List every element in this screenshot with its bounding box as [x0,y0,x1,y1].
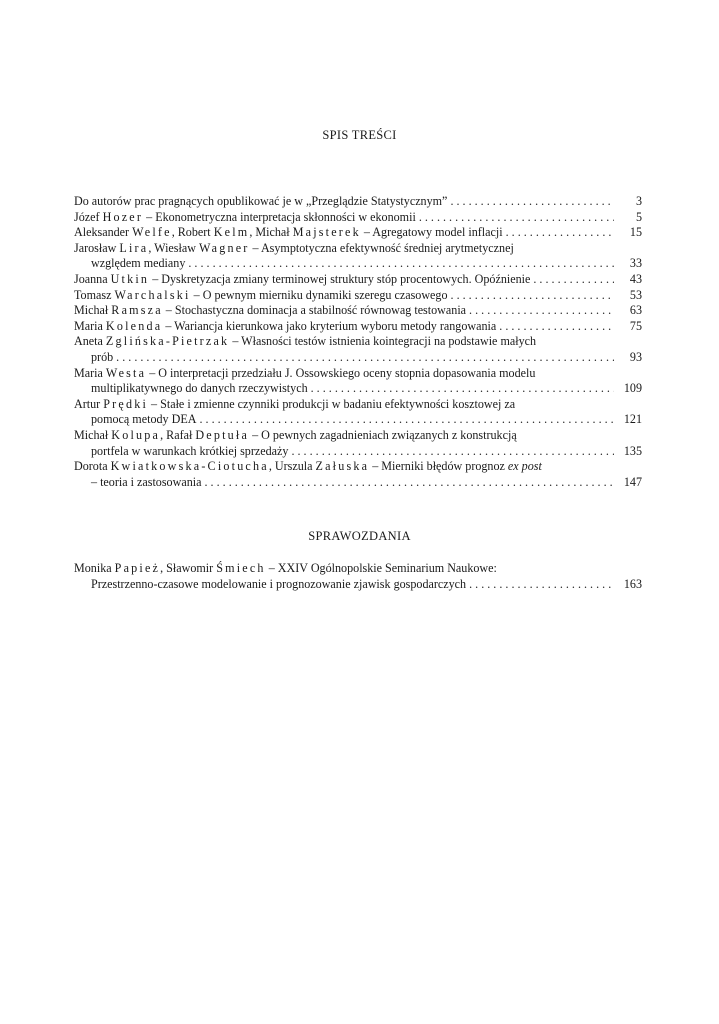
entry-title-continued: Przestrzenno-czasowe modelowanie i prognozowanie zjawisk gospodarczych [91,576,467,591]
reports-heading: SPRAWOZDANIA [308,529,411,543]
entry-title: – Stochastyczna dominacja a stabilność równowag testowania [162,303,467,318]
dot-leader [447,194,614,210]
entry-title: – XXIV Ogólnopolskie Seminarium Naukowe: [265,561,497,575]
page-number: 5 [635,209,642,224]
report-entry[interactable] [74,561,642,592]
author-surname: Śmiech [216,561,266,575]
toc-entry[interactable] [74,194,642,210]
toc-entry[interactable] [74,210,642,226]
entry-title: – Własności testów istnienia kointegracji na podstawie małych [229,334,537,349]
author-surname: Kolenda [105,318,163,333]
author-first-name: Monika [74,561,112,575]
entry-title: – Ekonometryczna interpretacja skłonności w ekonomii [143,209,416,224]
author-separator: , Urszula [268,459,316,474]
author-first-name: Jarosław [74,240,117,255]
dot-leader [503,225,614,241]
author-first-name: Michał [74,427,109,442]
author-surname: Prędki [103,396,149,411]
entry-title-continued: portfela w warunkach krótkiej sprzedaży [91,443,289,458]
author-surname: Załuska [315,459,370,474]
page-number: 75 [629,318,642,333]
dot-leader [113,350,614,366]
contents-heading: SPIS TREŚCI [322,128,397,142]
toc-entry[interactable] [74,319,642,335]
entry-title-continued: względem mediany [91,256,186,271]
dot-leader [496,319,614,335]
author-surname: Zglińska-Pietrzak [105,334,230,349]
entry-title: – O pewnych zagadnieniach związanych z konstrukcją [249,427,517,442]
page-number: 121 [623,412,642,427]
author-first-name: Joanna [74,271,108,286]
author-first-name: Józef [74,209,100,224]
page-number: 163 [623,576,642,591]
page-number: 15 [629,225,642,240]
entry-title: – Dyskretyzacja zmiany terminowej struktury stóp procentowych. Opóźnienie [149,271,531,286]
author-surname: Deptuła [195,427,250,442]
toc-entry[interactable] [74,459,642,490]
dot-leader [308,381,614,397]
toc-entry[interactable] [74,303,642,319]
entry-title-italic: ex post [507,459,542,474]
dot-leader [196,412,614,428]
author-surname: Kolupa [111,427,161,442]
entry-title: Do autorów prac pragnących opublikować je w „Przeglądzie Statystycznym” [74,194,448,208]
author-separator: , Michał [249,225,293,240]
page-number: 63 [629,303,642,318]
page-number: 53 [629,287,642,302]
dot-leader [185,256,614,272]
author-surname: Hozer [102,209,144,224]
entry-title-continued: prób [91,349,114,364]
dot-leader [466,577,614,593]
author-surname: Kelm [213,225,250,240]
entry-title: – O interpretacji przedziału J. Ossowskiego oceny stopnia dopasowania modelu [146,365,536,380]
toc-entry[interactable] [74,397,642,428]
author-first-name: Maria [74,365,103,380]
author-separator: , Sławomir [160,561,217,575]
author-separator: , Wiesław [148,240,199,255]
toc-entry[interactable] [74,241,642,272]
entry-title: – Wariancja kierunkowa jako kryterium wyboru metody rangowania [162,318,497,333]
author-surname: Papież [114,561,161,575]
toc-entry[interactable] [74,334,642,365]
page-number: 33 [629,256,642,271]
author-separator: , Rafał [160,427,196,442]
author-first-name: Aleksander [74,225,130,240]
author-first-name: Michał [74,303,109,318]
page-number: 43 [629,271,642,286]
dot-leader [466,303,614,319]
dot-leader [530,272,614,288]
dot-leader [416,210,614,226]
author-surname: Welfe [132,225,172,240]
author-separator: , Robert [171,225,214,240]
entry-title: – O pewnym mierniku dynamiki szeregu czasowego [190,287,448,302]
reports-list [74,561,642,592]
entry-title: – Asymptotyczna efektywność średniej arytmetycznej [249,240,514,255]
entry-title: – Agregatowy model inflacji [360,225,503,240]
page-number: 93 [629,349,642,364]
toc-entry[interactable] [74,225,642,241]
entry-title-continued: – teoria i zastosowania [91,474,202,489]
page-number: 109 [623,381,642,396]
author-surname: Majsterek [292,225,361,240]
page-number: 3 [635,194,642,208]
author-first-name: Artur [74,396,101,411]
author-surname: Utkin [110,271,150,286]
dot-leader [448,288,614,304]
table-of-contents [74,194,642,490]
author-first-name: Tomasz [74,287,112,302]
dot-leader [202,475,615,491]
page-number: 147 [623,474,642,489]
entry-title-continued: multiplikatywnego do danych rzeczywistych [91,381,308,396]
author-first-name: Dorota [74,459,108,474]
page-number: 135 [623,443,642,458]
author-surname: Warchalski [114,287,191,302]
toc-entry[interactable] [74,288,642,304]
entry-title-continued: pomocą metody DEA [91,412,197,427]
author-surname: Ramsza [111,303,163,318]
author-surname: Westa [105,365,147,380]
author-surname: Kwiatkowska-Ciotucha [110,459,269,474]
author-surname: Lira [119,240,149,255]
toc-entry[interactable] [74,428,642,459]
entry-title: – Stałe i zmienne czynniki produkcji w badaniu efektywności kosztowej za [148,396,516,411]
author-first-name: Maria [74,318,103,333]
dot-leader [288,444,614,460]
toc-entry[interactable] [74,272,642,288]
toc-entry[interactable] [74,366,642,397]
author-surname: Wagner [199,240,250,255]
author-first-name: Aneta [74,334,103,349]
entry-title: – Mierniki błędów prognoz [369,459,508,474]
